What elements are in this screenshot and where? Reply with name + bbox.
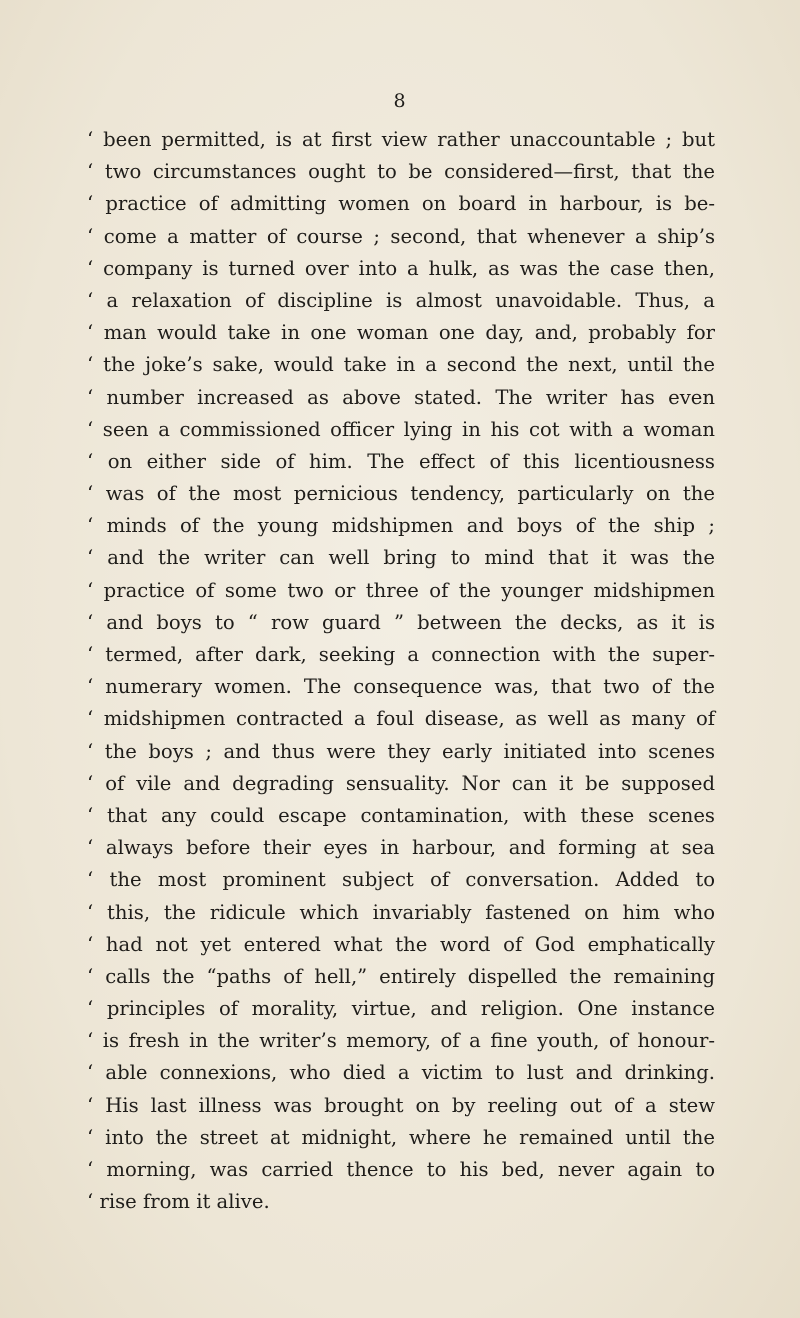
text-line: ‘ a relaxation of discipline is almost unavoidable. Thus, a [87,288,715,312]
text-line: ‘ practice of some two or three of the younger midshipmen [87,578,715,602]
text-line: ‘ the joke’s sake, would take in a second the next, until the [87,353,715,377]
text-line: ‘ practice of admitting women on board in harbour, is be- [87,192,715,216]
text-line: ‘ been permitted, is at first view rather unaccountable ; but [87,128,715,151]
text-line: ‘ the boys ; and thus were they early initiated into scenes [87,739,715,763]
text-line: ‘ two circumstances ought to be considered—first, that the [87,160,715,184]
text-line: ‘ and the writer can well bring to mind that it was the [87,546,715,570]
text-line: ‘ had not yet entered what the word of God emphatically [87,932,715,956]
text-line: ‘ always before their eyes in harbour, and forming at sea [87,836,715,860]
text-line: ‘ numerary women. The consequence was, that two of the [87,675,715,699]
text-line: ‘ of vile and degrading sensuality. Nor can it be supposed [87,771,715,795]
text-line: ‘ principles of morality, virtue, and religion. One instance [87,997,715,1021]
text-line: ‘ and boys to “ row guard ” between the decks, as it is [87,610,715,634]
text-line: ‘ into the street at midnight, where he remained until the [87,1125,715,1149]
text-line: ‘ minds of the young midshipmen and boys of the ship ; [87,514,715,538]
text-line: ‘ seen a commissioned officer lying in his cot with a woman [87,417,715,441]
text-line: ‘ termed, after dark, seeking a connection with the super- [87,643,715,666]
text-line: ‘ number increased as above stated. The writer has even [87,385,715,409]
text-line: ‘ His last illness was brought on by reeling out of a stew [87,1093,715,1117]
body-text [87,124,715,1218]
text-line: ‘ midshipmen contracted a foul disease, as well as many of [87,707,715,731]
text-line: ‘ rise from it alive. [87,1190,270,1214]
text-line: ‘ come a matter of course ; second, that whenever a ship’s [87,224,715,248]
text-line: ‘ was of the most pernicious tendency, particularly on the [87,482,715,506]
text-line: ‘ on either side of him. The effect of this licentiousness [87,449,715,473]
text-line: ‘ man would take in one woman one day, and, probably for [87,321,715,345]
text-line: ‘ calls the “paths of hell,” entirely dispelled the remaining [87,964,715,988]
text-line: ‘ is fresh in the writer’s memory, of a fine youth, of honour- [87,1029,715,1053]
text-line: ‘ the most prominent subject of conversation. Added to [87,868,715,892]
page-number: 8 [393,90,407,112]
text-line: ‘ that any could escape contamination, with these scenes [87,803,715,827]
text-line: ‘ morning, was carried thence to his bed, never again to [87,1158,715,1181]
text-line: ‘ able connexions, who died a victim to lust and drinking. [87,1061,715,1085]
text-line: ‘ this, the ridicule which invariably fastened on him who [87,900,715,924]
text-line: ‘ company is turned over into a hulk, as was the case then, [87,256,715,280]
